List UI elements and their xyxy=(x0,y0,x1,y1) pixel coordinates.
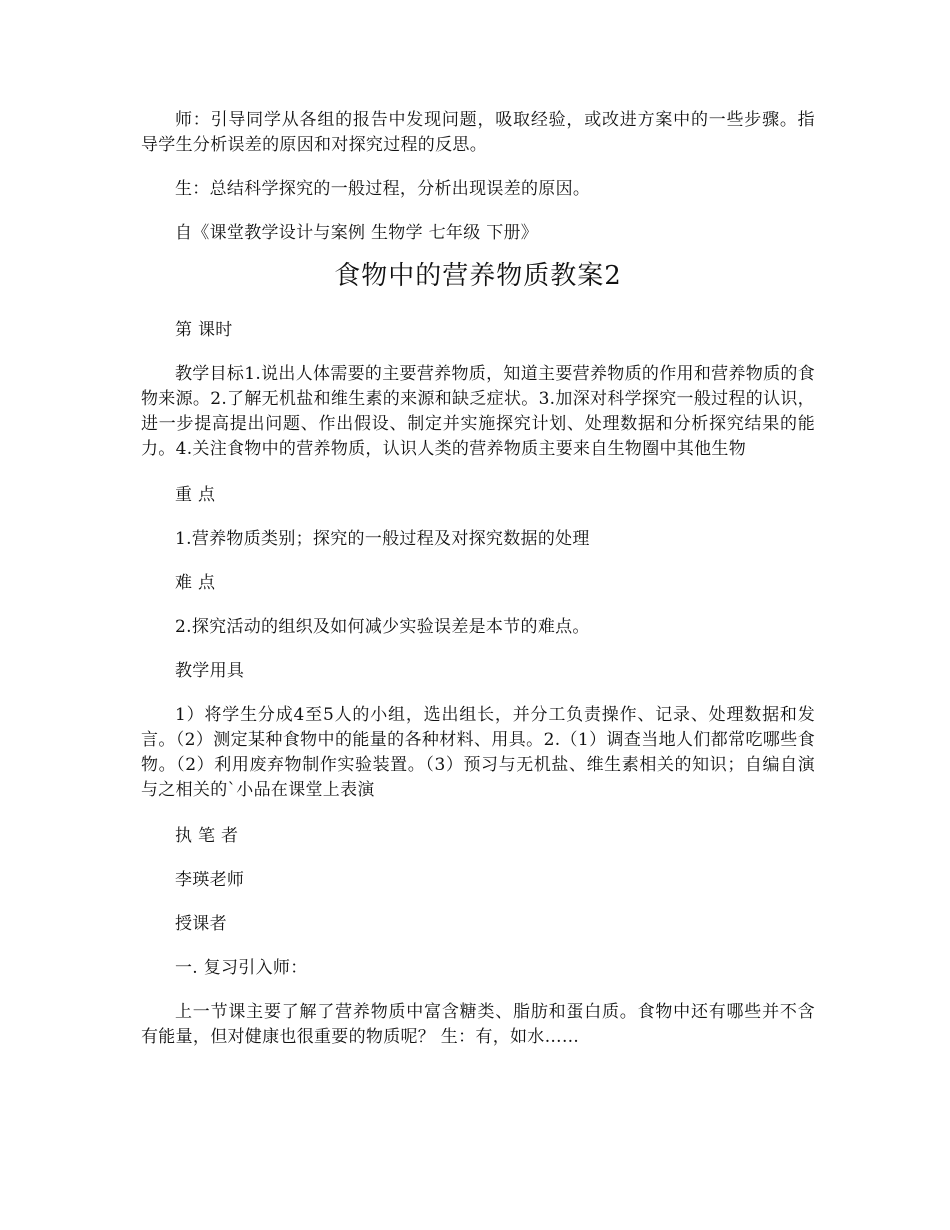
lesson-period: 第 课时 xyxy=(175,320,233,340)
source-citation: 自《课堂教学设计与案例 生物学 七年级 下册》 xyxy=(175,223,539,243)
key-points-text: 1.营养物质类别；探究的一般过程及对探究数据的处理 xyxy=(175,529,590,549)
author-name: 李瑛老师 xyxy=(175,870,245,890)
author-label: 执 笔 者 xyxy=(175,826,239,846)
review-introduction-text: 上一节课主要了解了营养物质中富含糖类、脂肪和蛋白质。食物中还有哪些并不含有能量，但对健康也很重要的物质呢？ 生：有，如水…… xyxy=(141,1002,815,1047)
key-points-heading: 重 点 xyxy=(175,485,216,505)
difficulties-heading: 难 点 xyxy=(175,573,216,593)
document-title: 食物中的营养物质教案2 xyxy=(334,261,622,291)
teacher-guidance-paragraph: 师：引导同学从各组的报告中发现问题，吸取经验，或改进方案中的一些步骤。指导学生分析误差的原因和对探究过程的反思。 xyxy=(141,110,815,155)
lecturer-label: 授课者 xyxy=(175,914,227,934)
difficulties-text: 2.探究活动的组织及如何减少实验误差是本节的难点。 xyxy=(175,617,590,637)
document-body xyxy=(141,108,815,1050)
teaching-aids-text: 1）将学生分成4至5人的小组，选出组长，并分工负责操作、记录、处理数据和发言。（2）测定某种食物中的能量的各种材料、用具。2.（1）调查当地人们都常吃哪些食物。（2）利用废弃物制作实验装置。（3）预习与无机盐、维生素相关的知识；自编自演与之相关的`小品在课堂上表演 xyxy=(141,705,815,800)
student-summary-paragraph: 生：总结科学探究的一般过程，分析出现误差的原因。 xyxy=(175,179,591,199)
teaching-aids-heading: 教学用具 xyxy=(175,661,245,681)
teaching-objectives: 教学目标1.说出人体需要的主要营养物质，知道主要营养物质的作用和营养物质的食物来源。2.了解无机盐和维生素的来源和缺乏症状。3.加深对科学探究一般过程的认识，进一步提高提出问题、作出假设、制定并实施探究计划、处理数据和分析探究结果的能力。4.关注食物中的营养物质，认识人类的营养物质主要来自生物圈中其他生物 xyxy=(141,364,815,459)
review-introduction-heading: 一. 复习引入师： xyxy=(175,958,308,978)
